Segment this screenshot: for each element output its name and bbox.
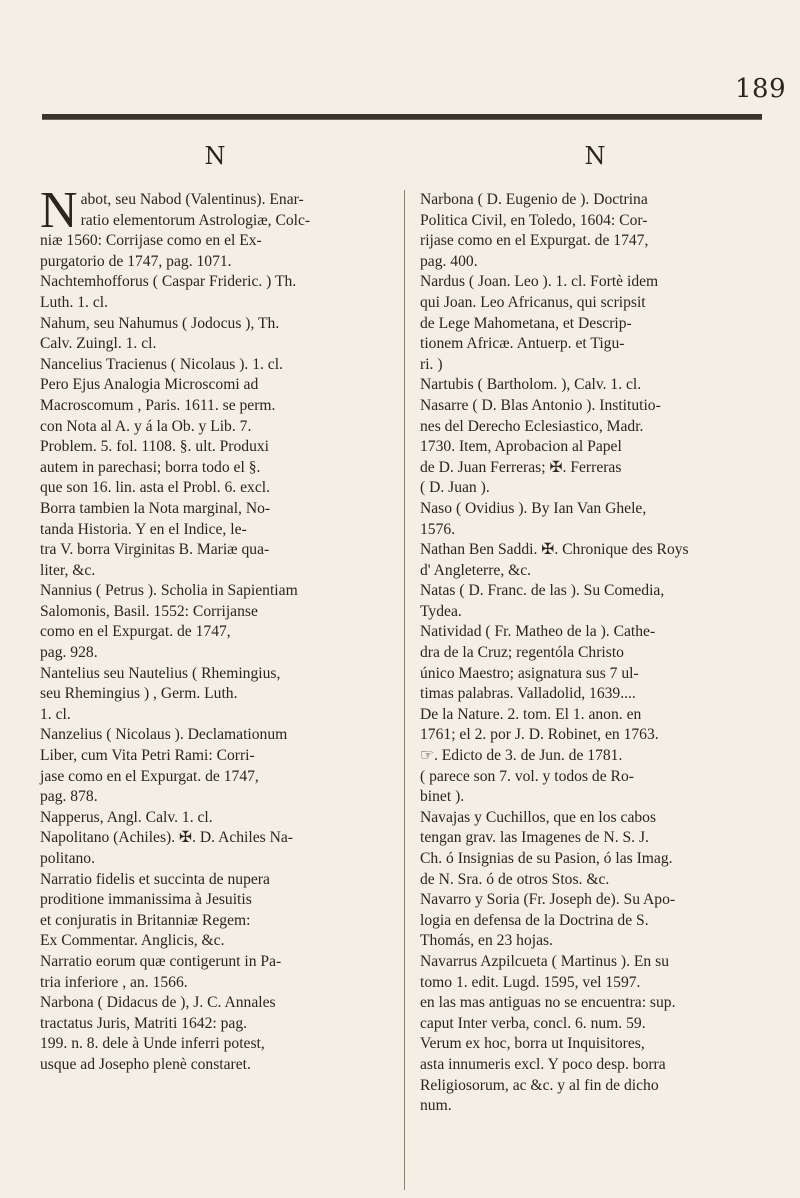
right-column-line: de N. Sra. ó de otros Stos. &c. (420, 870, 610, 888)
right-column-line: 1576. (420, 520, 456, 538)
left-column-line: niæ 1560: Corrijase como en el Ex- (40, 232, 262, 250)
left-column-line: Luth. 1. cl. (40, 293, 108, 311)
left-column-line: politano. (40, 850, 96, 867)
right-column-line: logia en defensa de la Doctrina de S. (420, 911, 649, 929)
left-column-line: 199. n. 8. dele à Unde inferri potest, (40, 1035, 265, 1053)
right-column-line: Naso ( Ovidius ). By Ian Van Ghele, (420, 499, 647, 517)
left-column-line: Nantelius seu Nautelius ( Rhemingius, (40, 664, 281, 682)
right-column-line: dra de la Cruz; regentóla Christo (420, 644, 624, 662)
right-column-line: Narbona ( D. Eugenio de ). Doctrina (420, 191, 648, 208)
left-column-line: Narratio eorum quæ contigerunt in Pa- (40, 952, 282, 970)
right-column-line: rijase como en el Expurgat. de 1747, (420, 232, 649, 250)
left-column-line: Napolitano (Achiles). ✠. D. Achiles Na- (40, 829, 293, 847)
header-rule (42, 114, 762, 120)
right-column-line: qui Joan. Leo Africanus, qui scripsit (420, 293, 646, 311)
left-column (40, 182, 385, 1076)
right-column-line: 1761; el 2. por J. D. Robinet, en 1763. (420, 726, 659, 744)
right-column-line: de Lege Mahometana, et Descrip- (420, 314, 632, 332)
left-column-line: tria inferiore , an. 1566. (40, 973, 188, 991)
right-column-text (420, 190, 765, 1117)
left-column-line: Pero Ejus Analogia Microscomi ad (40, 376, 259, 394)
right-column-heading: N (584, 142, 606, 170)
left-column-line: tanda Historia. Y en el Indice, le- (40, 520, 247, 538)
right-column-line: Navarrus Azpilcueta ( Martinus ). En su (420, 952, 669, 970)
right-column-line: ri. ) (420, 355, 443, 373)
left-column-line: pag. 878. (40, 788, 98, 806)
left-column-line: seu Rhemingius ) , Germ. Luth. (40, 685, 238, 703)
left-column-line: Salomonis, Basil. 1552: Corrijanse (40, 602, 258, 620)
left-column-line: tra V. borra Virginitas B. Mariæ qua- (40, 541, 270, 559)
right-column-line: d' Angleterre, &c. (420, 561, 532, 579)
right-column-line: Navarro y Soria (Fr. Joseph de). Su Apo- (420, 891, 676, 909)
left-column-line: Borra tambien la Nota marginal, No- (40, 499, 271, 517)
right-column-line: tionem Africæ. Antuerp. et Tigu- (420, 335, 625, 353)
left-column-line: usque ad Josepho plenè constaret. (40, 1055, 251, 1073)
left-column-line: Nancelius Tracienus ( Nicolaus ). 1. cl. (40, 355, 283, 373)
left-column-line: pag. 928. (40, 644, 98, 662)
page-number: 189 (735, 74, 787, 104)
right-column-line: Nasarre ( D. Blas Antonio ). Institutio- (420, 396, 661, 414)
left-column-line: Narratio fidelis et succinta de nupera (40, 870, 270, 888)
right-column-line: Tydea. (420, 602, 462, 620)
left-column-text (40, 182, 385, 1076)
right-column-line: nes del Derecho Eclesiastico, Madr. (420, 417, 644, 435)
right-column-line: tomo 1. edit. Lugd. 1595, vel 1597. (420, 973, 641, 991)
right-column-line: Nathan Ben Saddi. ✠. Chronique des Roys (420, 541, 689, 559)
right-column-line: Natividad ( Fr. Matheo de la ). Cathe- (420, 623, 656, 641)
left-column-line: Napperus, Angl. Calv. 1. cl. (40, 808, 213, 826)
right-column-line: pag. 400. (420, 252, 478, 270)
right-column-line: Ch. ó Insignias de su Pasion, ó las Imag. (420, 850, 673, 867)
left-column-line: abot, seu Nabod (Valentinus). Enar- (80, 191, 304, 208)
right-column-line: único Maestro; asignatura sus 7 ul- (420, 664, 639, 682)
right-column (420, 190, 765, 1117)
left-column-line: Ex Commentar. Anglicis, &c. (40, 932, 225, 950)
left-column-line: liter, &c. (40, 561, 96, 579)
left-column-line: Liber, cum Vita Petri Rami: Corri- (40, 747, 255, 765)
left-column-line: jase como en el Expurgat. de 1747, (40, 767, 259, 785)
right-column-line: num. (420, 1097, 452, 1115)
right-column-line: Religiosorum, ac &c. y al fin de dicho (420, 1076, 659, 1094)
left-column-line: Nanzelius ( Nicolaus ). Declamationum (40, 726, 288, 744)
column-divider (404, 190, 405, 1190)
right-column-line: tengan grav. las Imagenes de N. S. J. (420, 829, 649, 847)
left-column-line: que son 16. lin. asta el Probl. 6. excl. (40, 479, 270, 497)
left-column-line: et conjuratis in Britanniæ Regem: (40, 911, 251, 929)
right-column-line: asta innumeris excl. Y poco desp. borra (420, 1055, 666, 1073)
left-column-heading: N (204, 142, 226, 170)
right-column-line: binet ). (420, 788, 465, 806)
left-column-line: proditione immanissima à Jesuitis (40, 891, 252, 909)
right-column-line: ( parece son 7. vol. y todos de Ro- (420, 767, 634, 785)
left-column-line: ratio elementorum Astrologiæ, Colc- (80, 211, 311, 229)
drop-cap: N (40, 182, 78, 239)
left-column-line: Nachtemhofforus ( Caspar Frideric. ) Th. (40, 273, 297, 291)
left-column-line: Problem. 5. fol. 1108. §. ult. Produxi (40, 438, 269, 456)
right-column-line: Navajas y Cuchillos, que en los cabos (420, 808, 657, 826)
right-column-line: Thomás, en 23 hojas. (420, 932, 553, 950)
right-column-line: en las mas antiguas no se encuentra: sup. (420, 994, 676, 1012)
right-column-line: caput Inter verba, concl. 6. num. 59. (420, 1014, 646, 1032)
left-column-line: como en el Expurgat. de 1747, (40, 623, 231, 641)
right-column-line: Natas ( D. Franc. de las ). Su Comedia, (420, 582, 665, 600)
right-column-line: ( D. Juan ). (420, 479, 490, 497)
left-column-line: 1. cl. (40, 705, 71, 723)
left-column-line: purgatorio de 1747, pag. 1071. (40, 252, 232, 270)
left-column-line: Calv. Zuingl. 1. cl. (40, 335, 157, 353)
right-column-line: de D. Juan Ferreras; ✠. Ferreras (420, 458, 622, 476)
right-column-line: Verum ex hoc, borra ut Inquisitores, (420, 1035, 645, 1053)
left-column-line: Nahum, seu Nahumus ( Jodocus ), Th. (40, 314, 280, 332)
left-column-line: autem in parechasi; borra todo el §. (40, 458, 261, 476)
right-column-line: De la Nature. 2. tom. El 1. anon. en (420, 705, 642, 723)
left-column-line: con Nota al A. y á la Ob. y Lib. 7. (40, 417, 252, 435)
right-column-line: ☞. Edicto de 3. de Jun. de 1781. (420, 747, 623, 765)
right-column-line: timas palabras. Valladolid, 1639.... (420, 685, 636, 703)
right-column-line: 1730. Item, Aprobacion al Papel (420, 438, 622, 456)
left-column-line: tractatus Juris, Matriti 1642: pag. (40, 1014, 248, 1032)
left-column-line: Macroscomum , Paris. 1611. se perm. (40, 396, 276, 414)
right-column-line: Politica Civil, en Toledo, 1604: Cor- (420, 211, 648, 229)
left-column-line: Nannius ( Petrus ). Scholia in Sapientiam (40, 582, 298, 600)
right-column-line: Nardus ( Joan. Leo ). 1. cl. Fortè idem (420, 273, 659, 291)
left-column-line: Narbona ( Didacus de ), J. C. Annales (40, 994, 276, 1012)
right-column-line: Nartubis ( Bartholom. ), Calv. 1. cl. (420, 376, 642, 394)
